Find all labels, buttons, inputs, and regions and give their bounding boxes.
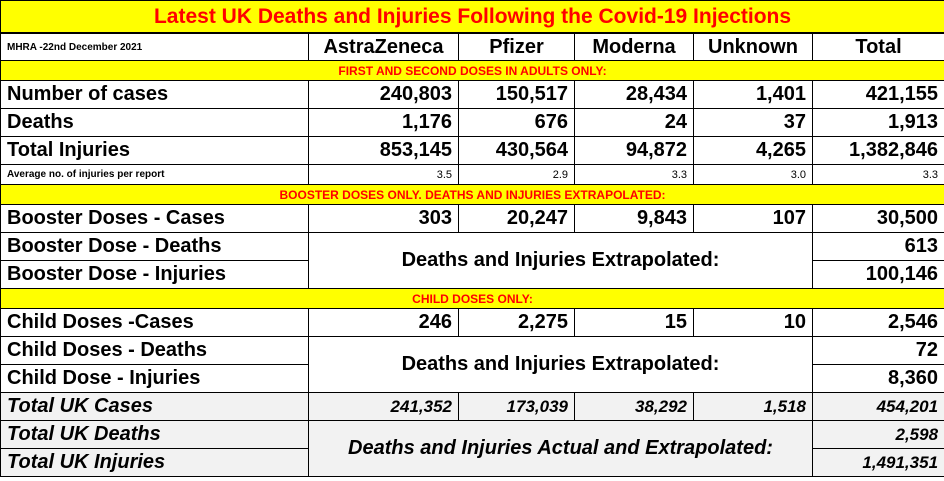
cell: 2,275 (459, 309, 575, 337)
cell: 303 (309, 205, 459, 233)
cell: 72 (813, 337, 944, 365)
row-label: Child Doses -Cases (1, 309, 309, 337)
cell: 2.9 (459, 165, 575, 185)
table-row (1, 337, 944, 365)
row-label: Booster Dose - Deaths (1, 233, 309, 261)
table-row (1, 205, 944, 233)
cell: 3.3 (813, 165, 944, 185)
cell: 2,546 (813, 309, 944, 337)
extrapolated-note: Deaths and Injuries Extrapolated: (309, 337, 813, 393)
table-row (1, 109, 944, 137)
table-title: Latest UK Deaths and Injuries Following the Covid-19 Injections (1, 1, 944, 34)
row-label: Child Doses - Deaths (1, 337, 309, 365)
cell: 9,843 (575, 205, 694, 233)
cell: 30,500 (813, 205, 944, 233)
cell: 107 (694, 205, 813, 233)
cell: 24 (575, 109, 694, 137)
section-booster-header: BOOSTER DOSES ONLY. DEATHS AND INJURIES EXTRAPOLATED: (1, 185, 944, 205)
cell: 1,913 (813, 109, 944, 137)
row-label: Total UK Deaths (1, 421, 309, 449)
table-row (1, 165, 944, 185)
cell: 241,352 (309, 393, 459, 421)
col-header-moderna: Moderna (575, 33, 694, 61)
row-label: Booster Doses - Cases (1, 205, 309, 233)
cell: 421,155 (813, 81, 944, 109)
cell: 1,401 (694, 81, 813, 109)
cell: 1,176 (309, 109, 459, 137)
extrapolated-note: Deaths and Injuries Extrapolated: (309, 233, 813, 289)
cell: 3.0 (694, 165, 813, 185)
cell: 37 (694, 109, 813, 137)
cell: 246 (309, 309, 459, 337)
row-label: Total UK Injuries (1, 449, 309, 477)
row-label: Booster Dose - Injuries (1, 261, 309, 289)
row-label: Number of cases (1, 81, 309, 109)
col-header-astrazeneca: AstraZeneca (309, 33, 459, 61)
table-row (1, 81, 944, 109)
cell: 20,247 (459, 205, 575, 233)
row-label: Total UK Cases (1, 393, 309, 421)
table-row (1, 137, 944, 165)
row-label: Total Injuries (1, 137, 309, 165)
table-row (1, 309, 944, 337)
cell: 28,434 (575, 81, 694, 109)
cell: 3.5 (309, 165, 459, 185)
cell: 430,564 (459, 137, 575, 165)
cell: 38,292 (575, 393, 694, 421)
cell: 2,598 (813, 421, 944, 449)
cell: 8,360 (813, 365, 944, 393)
row-label: Average no. of injuries per report (1, 165, 309, 185)
source-date: MHRA -22nd December 2021 (1, 33, 309, 61)
col-header-total: Total (813, 33, 944, 61)
cell: 1,382,846 (813, 137, 944, 165)
cell: 454,201 (813, 393, 944, 421)
section-child-header: CHILD DOSES ONLY: (1, 289, 944, 309)
cell: 173,039 (459, 393, 575, 421)
cell: 613 (813, 233, 944, 261)
cell: 240,803 (309, 81, 459, 109)
cell: 94,872 (575, 137, 694, 165)
extrapolated-note: Deaths and Injuries Actual and Extrapolated: (309, 421, 813, 477)
table-row (1, 421, 944, 449)
cell: 4,265 (694, 137, 813, 165)
cell: 150,517 (459, 81, 575, 109)
cell: 853,145 (309, 137, 459, 165)
table-row (1, 233, 944, 261)
col-header-pfizer: Pfizer (459, 33, 575, 61)
row-label: Deaths (1, 109, 309, 137)
row-label: Child Dose - Injuries (1, 365, 309, 393)
cell: 1,491,351 (813, 449, 944, 477)
cell: 1,518 (694, 393, 813, 421)
cell: 10 (694, 309, 813, 337)
cell: 100,146 (813, 261, 944, 289)
table-row (1, 393, 944, 421)
col-header-unknown: Unknown (694, 33, 813, 61)
cell: 676 (459, 109, 575, 137)
section-adult-header: FIRST AND SECOND DOSES IN ADULTS ONLY: (1, 61, 944, 81)
cell: 15 (575, 309, 694, 337)
cell: 3.3 (575, 165, 694, 185)
